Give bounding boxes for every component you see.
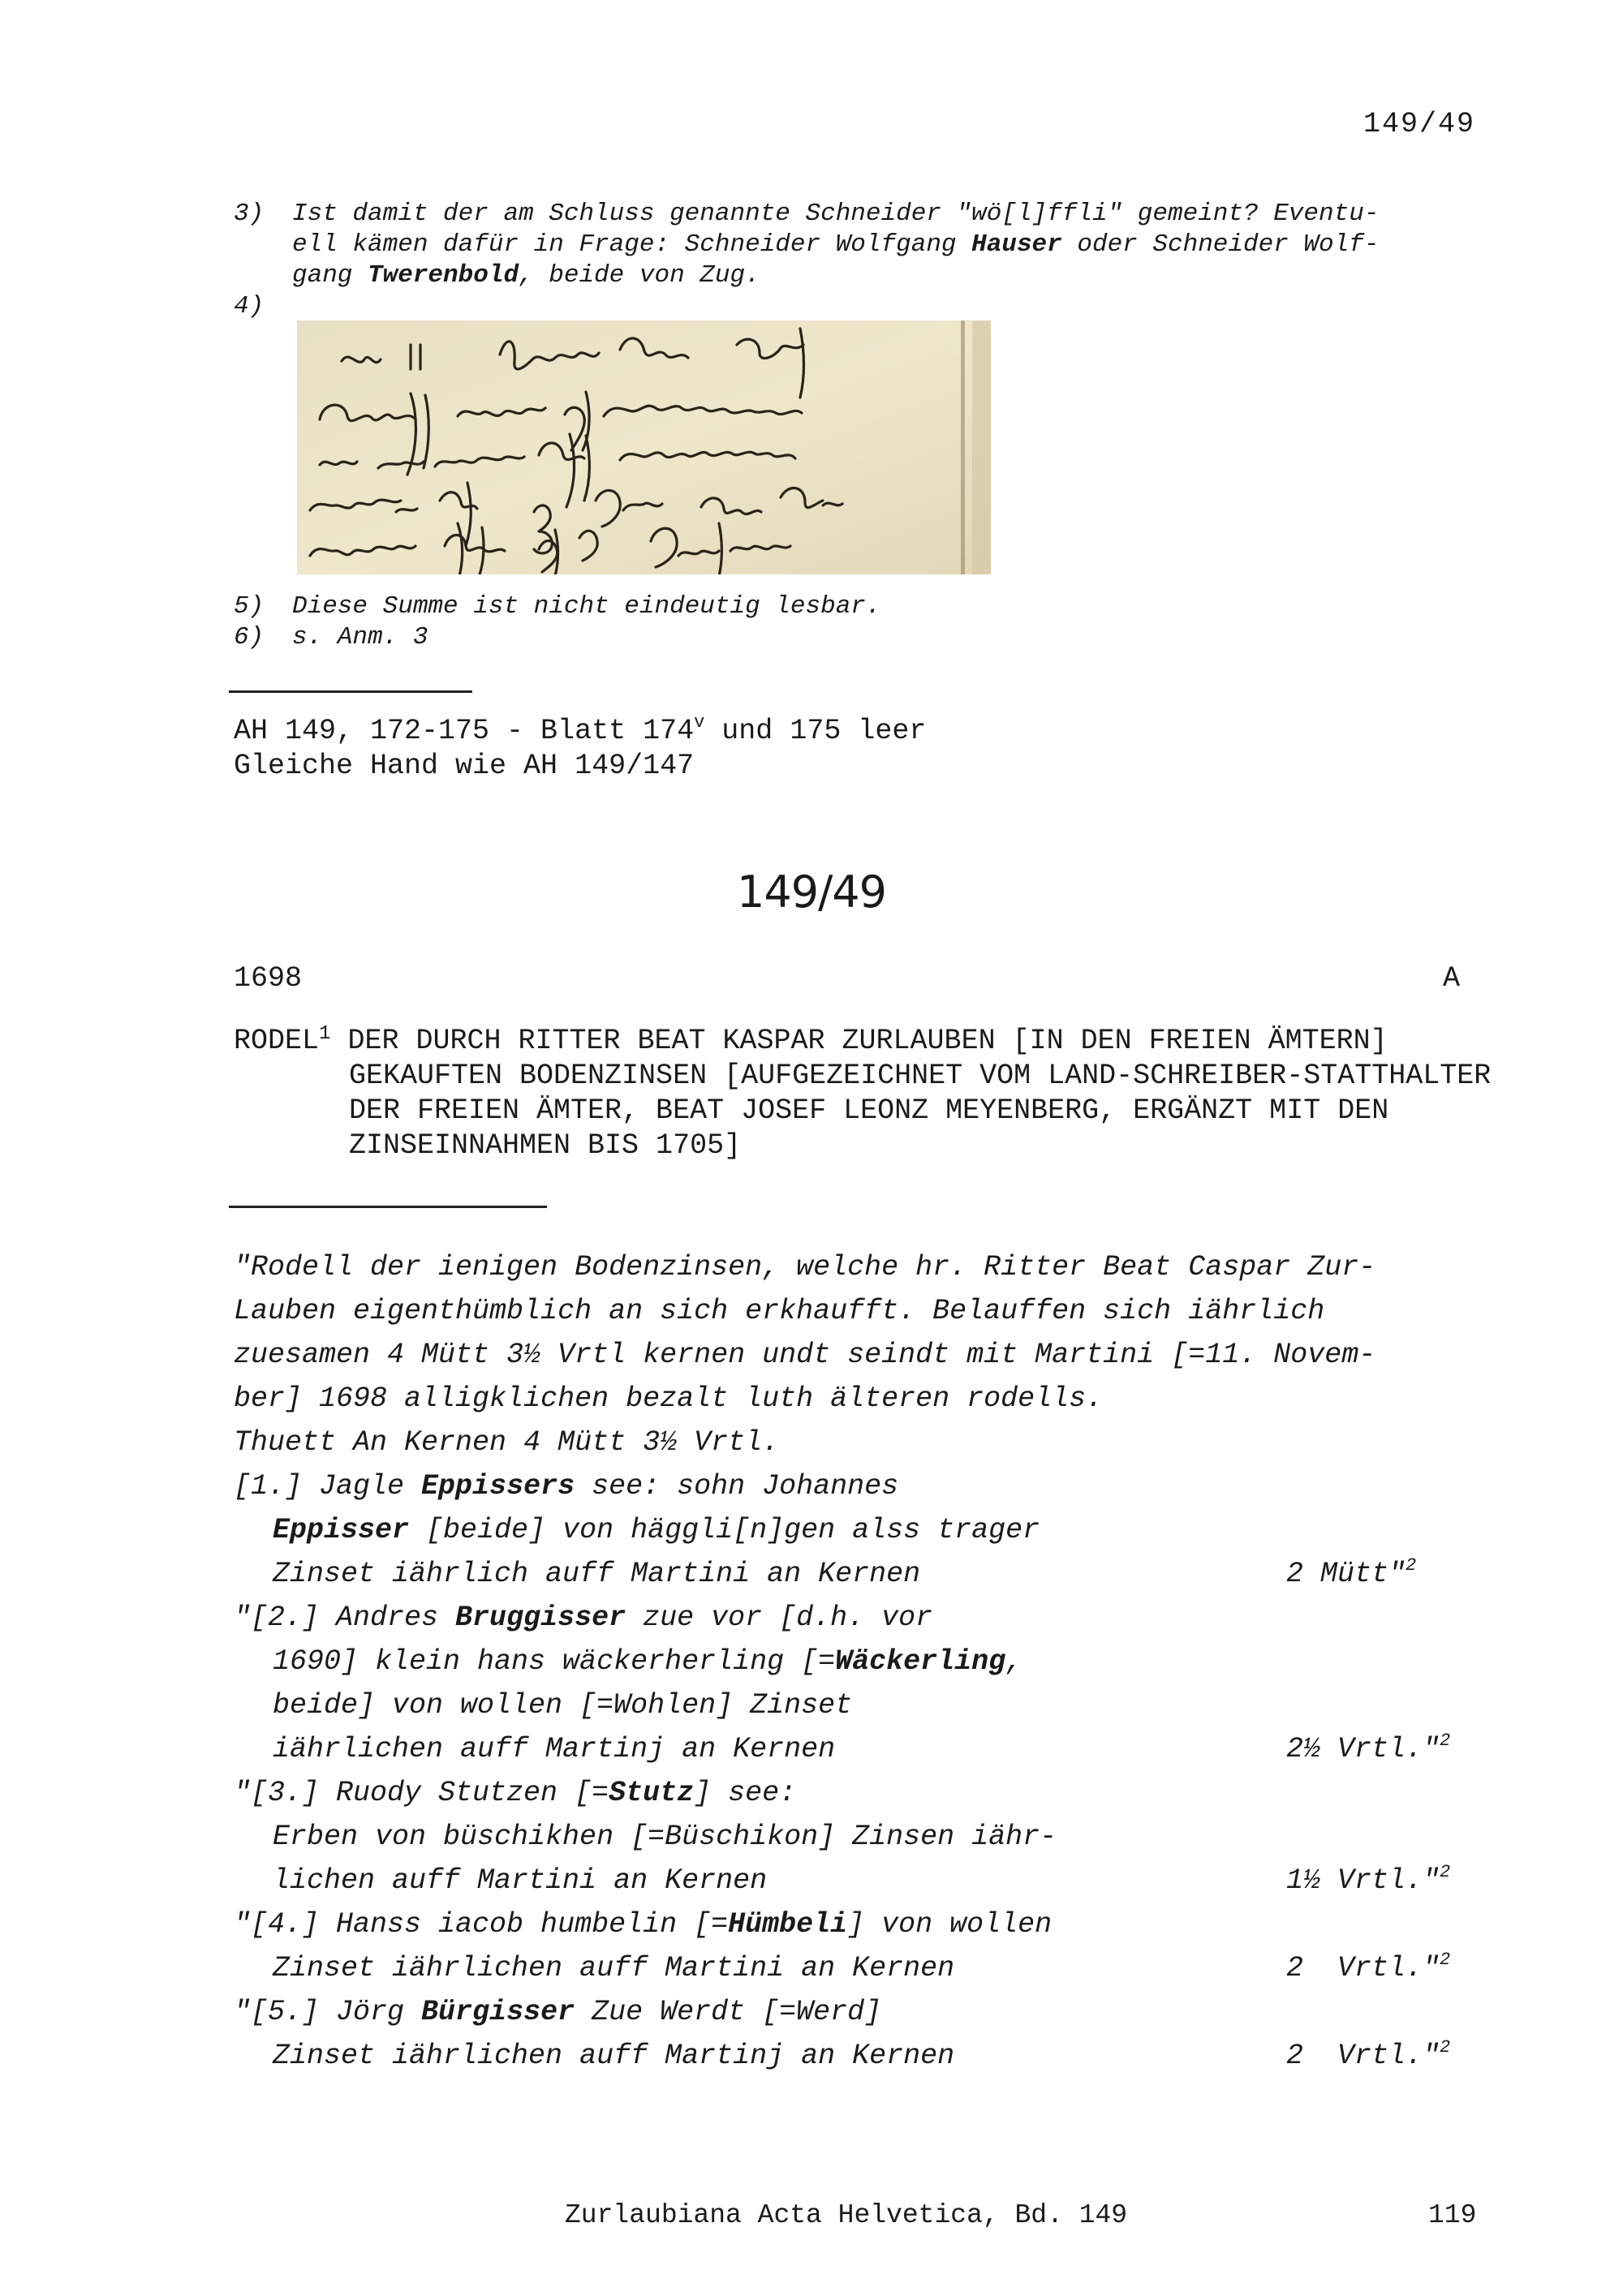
entry-amount: 2 Mütt"$^2$ <box>1286 1555 1417 1590</box>
entry-3: "[3.] Ruody Stutzen [=Stutz] see: Erben von büschikhen [=Büschikon] Zinsen iähr- lichen auff Martini an Kernen 1½ Vrtl."$^2$ <box>234 1771 1479 1903</box>
entry-amount: 2 Vrtl."$^2$ <box>1286 2037 1451 2072</box>
entry-5: "[5.] Jörg Bürgisser Zue Werdt [=Werd] Zinset iährlichen auff Martinj an Kernen 2 Vrtl."$^2$ <box>234 1990 1479 2078</box>
footnote-6 <box>234 622 1483 653</box>
footnote-text: Ist damit der am Schluss genannte Schneider "wö[l]ffli" gemeint? Eventu- ell kämen dafür in Frage: Schneider Wolfgang Hauser oder Schneider Wolf- gang Twerenbold, beide von Zug. <box>292 200 1380 290</box>
footnote-4 <box>234 291 1483 322</box>
document-heading: RODEL$^1$ DER DURCH RITTER BEAT KASPAR ZURLAUBEN [IN DEN FREIEN ÄMTERN] GEKAUFTEN BODENZINSEN [AUFGEZEICHNET VOM LAND-SCHREIBER-STATTHALTER DER FREIEN ÄMTER, BEAT JOSEF LEONZ MEYENBERG, ERGÄNZT MIT DEN ZINSEINNAHMEN BIS 1705] <box>234 1023 1492 1162</box>
footnote-3 <box>234 199 1483 291</box>
entry-amount: 1½ Vrtl."$^2$ <box>1286 1862 1451 1897</box>
intro-line: ber] 1698 alligklichen bezalt luth älteren rodells. <box>234 1382 1104 1415</box>
handwriting-image <box>297 320 991 574</box>
source-line-1: AH 149, 172-175 - Blatt 174$^v$ und 175 leer <box>234 712 927 747</box>
document-year: 1698 <box>234 962 303 995</box>
intro-line: Lauben eigenthümblich an sich erkhaufft. Belauffen sich iährlich <box>234 1295 1325 1327</box>
transcription-body <box>234 1245 1479 2078</box>
intro-line: zuesamen 4 Mütt 3½ Vrtl kernen undt seindt mit Martini [=11. Novem- <box>234 1339 1376 1371</box>
page-number: 119 <box>1428 2200 1477 2230</box>
intro-line: "Rodell der ienigen Bodenzinsen, welche hr. Ritter Beat Caspar Zur- <box>234 1251 1376 1283</box>
source-line-2: Gleiche Hand wie AH 149/147 <box>234 750 695 782</box>
footnote-text: Diese Summe ist nicht eindeutig lesbar. <box>292 592 881 621</box>
entry-amount: 2 Vrtl."$^2$ <box>1286 1950 1451 1984</box>
entry-1: [1.] Jagle Eppissers see: sohn Johannes Eppisser [beide] von häggli[n]gen alss trager Zinset iährlich auff Martini an Kernen 2 Mütt"$^2$ <box>234 1464 1479 1596</box>
entry-amount: 2½ Vrtl."$^2$ <box>1286 1731 1451 1765</box>
footnotes <box>234 199 1483 322</box>
document-number-title: 149/49 <box>737 866 886 918</box>
heading-separator <box>229 1206 547 1208</box>
footnote-5 <box>234 591 1483 622</box>
footnote-number: 5) <box>234 592 265 621</box>
footnote-separator <box>229 690 472 693</box>
footnote-number: 6) <box>234 623 265 651</box>
entry-4: "[4.] Hanss iacob humbelin [=Hümbeli] von wollen Zinset iährlichen auff Martini an Kernen 2 Vrtl."$^2$ <box>234 1903 1479 1990</box>
page-reference-top: 149/49 <box>1363 108 1475 140</box>
footnote-number: 3) <box>234 200 265 228</box>
intro-line: Thuett An Kernen 4 Mütt 3½ Vrtl. <box>234 1426 780 1459</box>
footer-series: Zurlaubiana Acta Helvetica, Bd. 149 <box>565 2200 1128 2230</box>
entry-2: "[2.] Andres Bruggisser zue vor [d.h. vor 1690] klein hans wäckerherling [=Wäckerling, beide] von wollen [=Wohlen] Zinset iährlichen auff Martinj an Kernen 2½ Vrtl."$^2$ <box>234 1596 1479 1771</box>
footnote-number: 4) <box>234 292 265 320</box>
document-letter: A <box>1443 962 1461 995</box>
source-reference <box>234 714 926 784</box>
footnote-text: s. Anm. 3 <box>292 623 428 651</box>
footnotes-continued <box>234 591 1483 653</box>
